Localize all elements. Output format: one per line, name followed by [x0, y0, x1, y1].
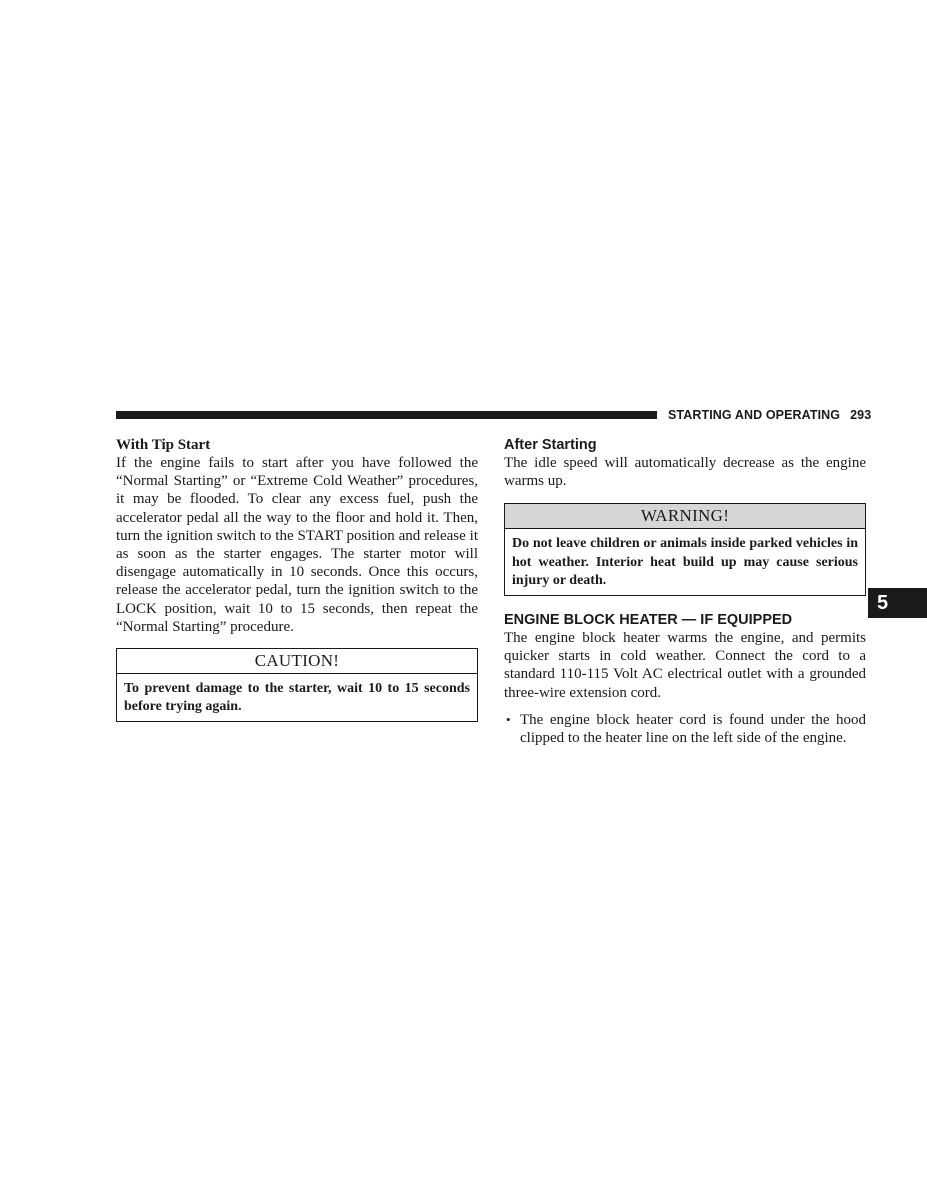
- list-item-text: The engine block heater cord is found under the hood clipped to the heater line on the left side of the engine.: [520, 711, 866, 747]
- left-column: [116, 436, 478, 722]
- after-starting-heading: After Starting: [504, 437, 597, 453]
- caution-body: To prevent damage to the starter, wait 10 to 15 seconds before trying again.: [124, 681, 470, 715]
- tip-start-paragraph: If the engine fails to start after you have followed the “Normal Starting” or “Extreme Cold Weather” procedures, it may be flooded. To clear any excess fuel, push the accelerator pedal all the way to the floor and hold it. Then, turn the ignition switch to the START position and release it as soon as the starter engages. The starter motor will disengage automatically in 10 seconds. Once this occurs, release the accelerator pedal, turn the ignition switch to the LOCK position, wait 10 to 15 seconds, then repeat the “Normal Starting” procedure.: [116, 455, 478, 635]
- caution-box: [116, 648, 478, 722]
- caution-title: CAUTION!: [117, 649, 477, 674]
- warning-title: WARNING!: [505, 504, 865, 529]
- right-column: [504, 436, 866, 747]
- warning-body: Do not leave children or animals inside parked vehicles in hot weather. Interior heat build up may cause serious injury or death.: [512, 536, 858, 588]
- list-item: [504, 711, 866, 747]
- tip-start-heading: With Tip Start: [116, 437, 211, 453]
- chapter-tab: 5: [868, 588, 927, 618]
- page-number: 293: [850, 408, 872, 422]
- after-starting-paragraph: The idle speed will automatically decrease as the engine warms up.: [504, 455, 866, 490]
- bullet-icon: •: [506, 711, 511, 727]
- engine-block-heater-paragraph: The engine block heater warms the engine, and permits quicker starts in cold weather. Connect the cord to a standard 110-115 Volt AC electrical outlet with a grounded three-wire extension cord.: [504, 630, 866, 701]
- running-header: [668, 408, 871, 422]
- engine-block-heater-heading: ENGINE BLOCK HEATER — IF EQUIPPED: [504, 612, 793, 629]
- warning-box: [504, 503, 866, 596]
- header-rule: [116, 411, 657, 419]
- header-section-title: STARTING AND OPERATING: [668, 408, 841, 422]
